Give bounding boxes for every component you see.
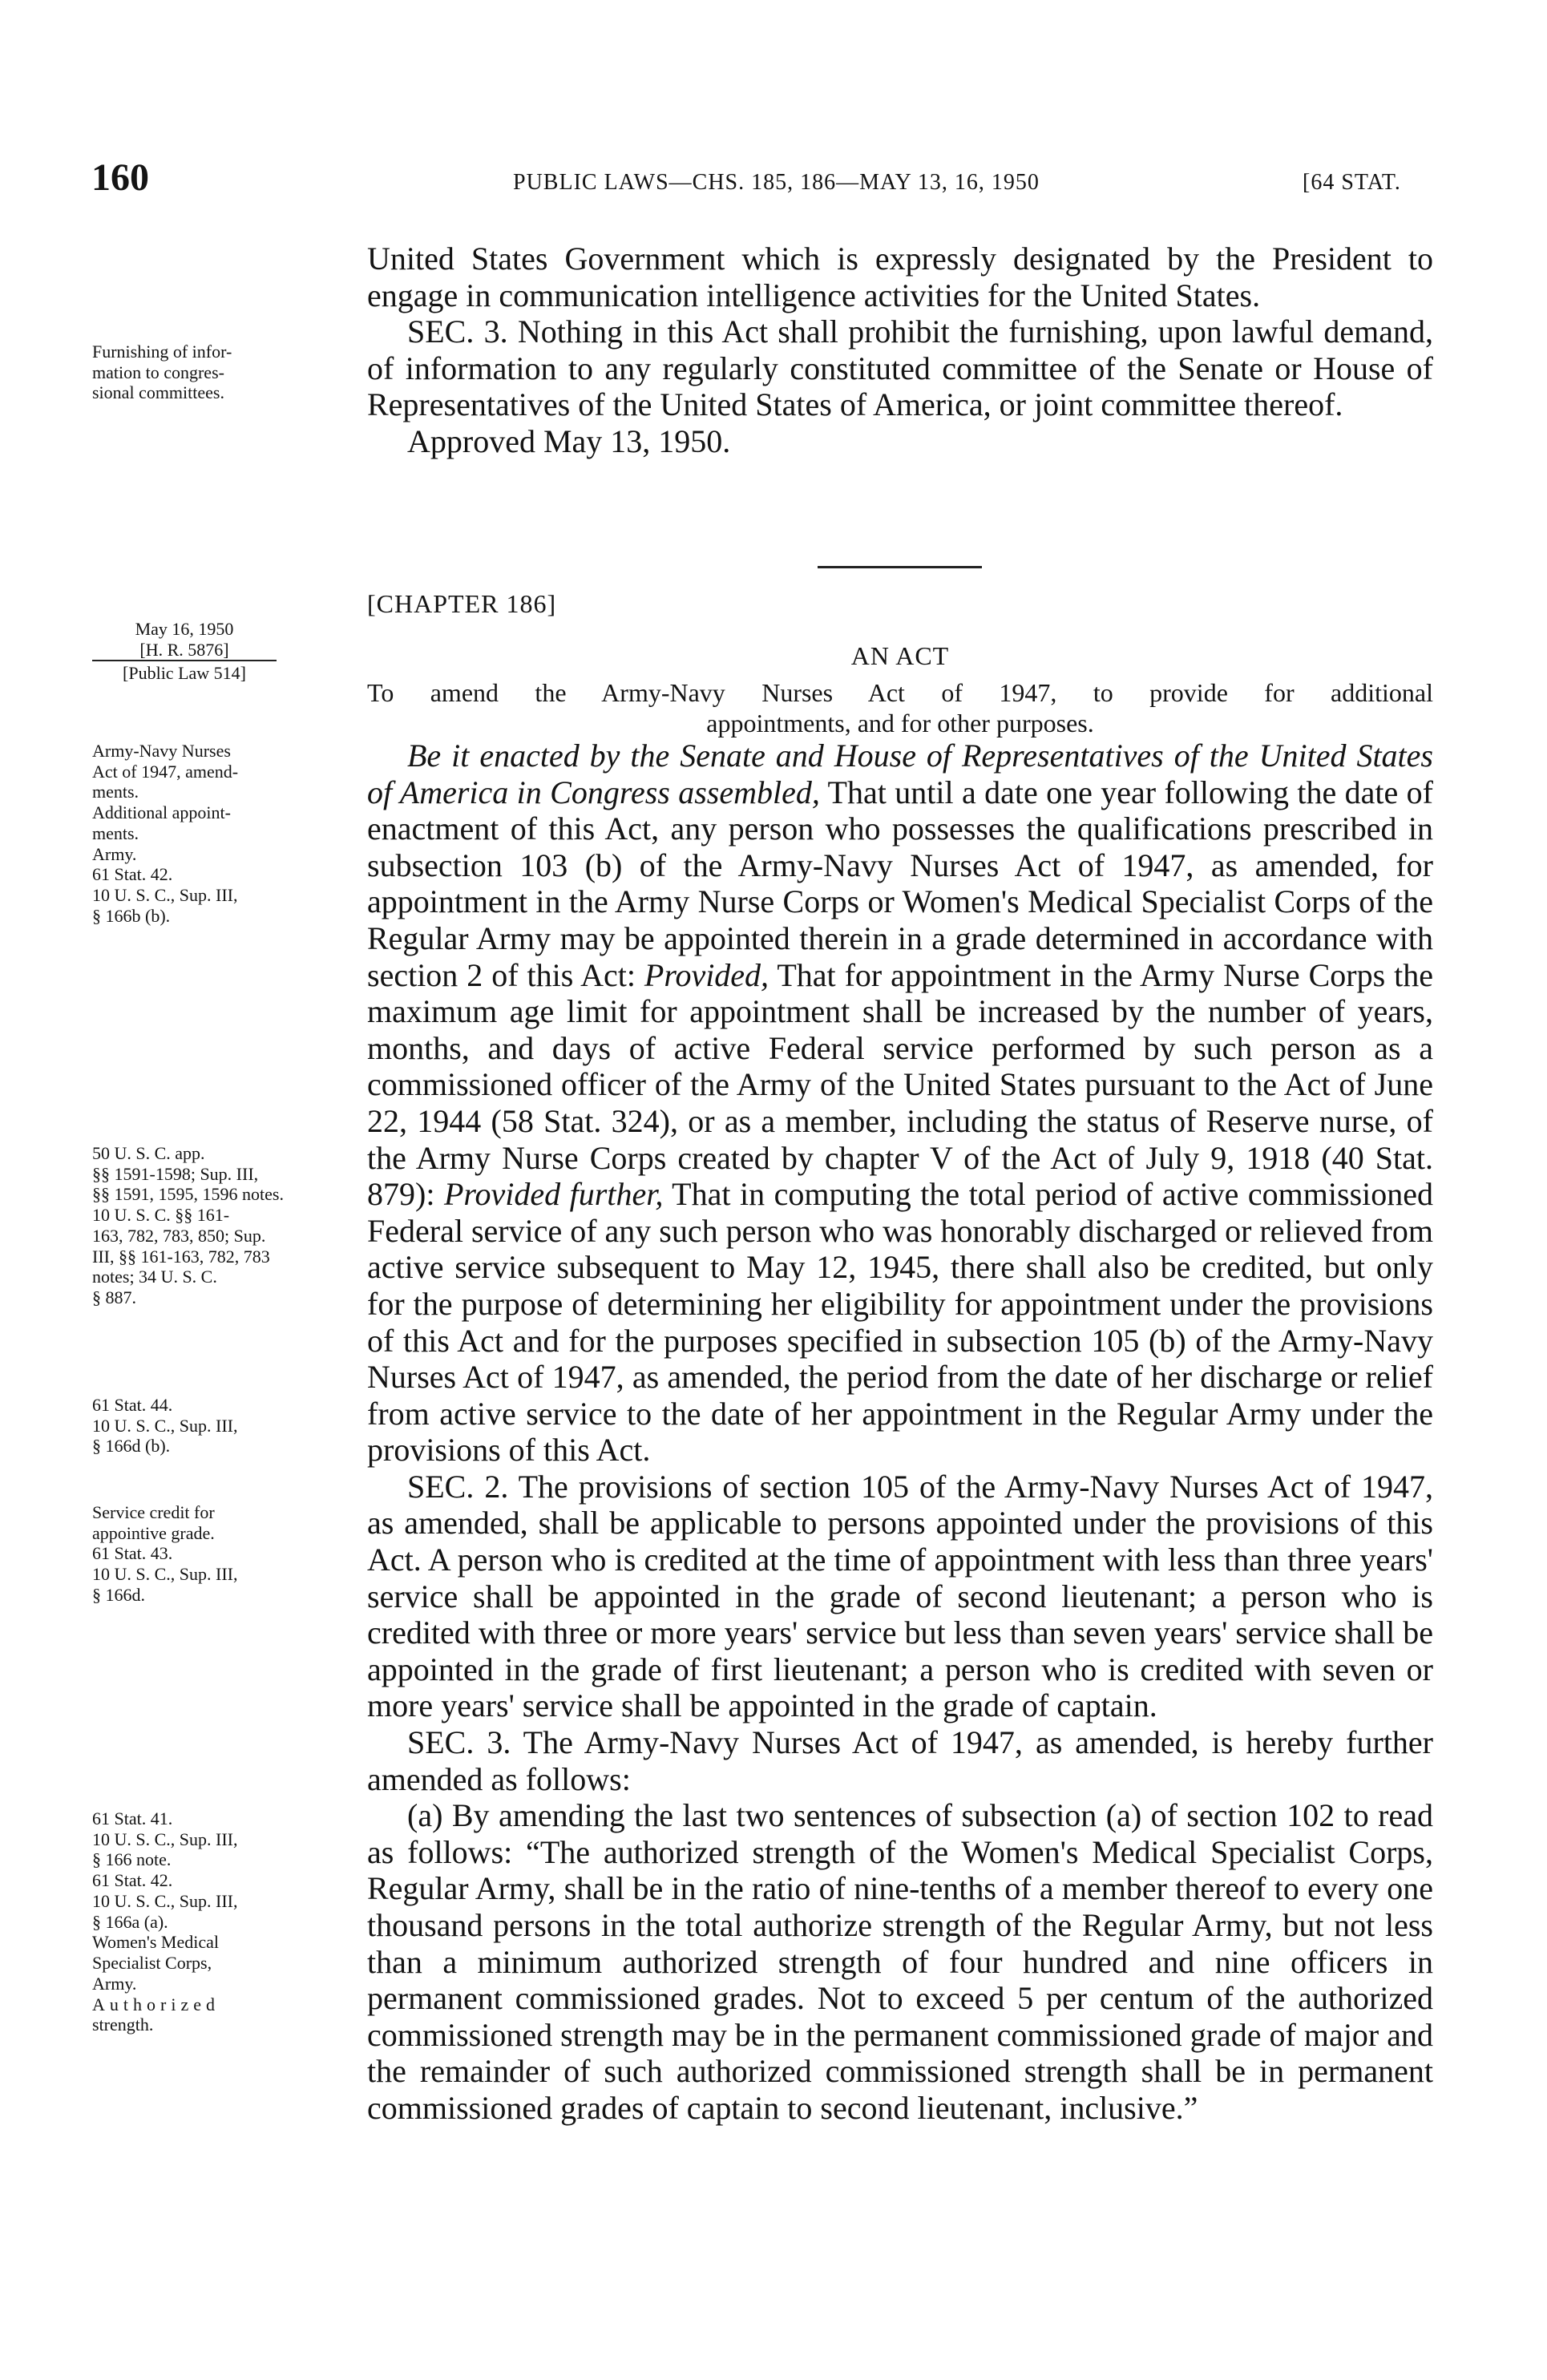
long-title-line-2: appointments, and for other purposes. <box>706 709 1094 738</box>
margin-line: 10 U. S. C., Sup. III, <box>92 1890 238 1911</box>
margin-line: §§ 1591, 1595, 1596 notes. <box>92 1184 284 1205</box>
margin-line: appointive grade. <box>92 1522 215 1543</box>
margin-line: 61 Stat. 43. <box>92 1543 173 1564</box>
margin-line: 10 U. S. C., Sup. III, <box>92 1564 238 1585</box>
margin-line: § 166d. <box>92 1584 145 1605</box>
margin-note-womens-medical <box>92 1808 349 2035</box>
margin-line: § 887. <box>92 1287 136 1308</box>
margin-line: § 166a (a). <box>92 1911 168 1932</box>
act-heading: AN ACT <box>850 641 950 670</box>
margin-line: 10 U. S. C., Sup. III, <box>92 1828 238 1849</box>
margin-line: Authorized <box>92 1994 220 2014</box>
margin-line: § 166d (b). <box>92 1436 171 1457</box>
section-2-text: The provisions of section 105 of the Army-Navy Nurses Act of 1947, as amended, shall be applicable to persons appointed under the provisions of this Act. A person who is credited at the time of appointment with less than three years' service shall be appointed in the grade of second lieutenant; a person who is credited with three or more years' service but less than seven years' service shall be appointed in the grade of first lieutenant; a person who is credited with seven or more years' service shall be appointed in the grade of captain. <box>367 1468 1434 1724</box>
margin-line: Army-Navy Nurses <box>92 741 231 761</box>
margin-line: 10 U. S. C., Sup. III, <box>92 1415 238 1436</box>
margin-line: notes; 34 U. S. C. <box>92 1267 217 1287</box>
provided-further-label: Provided further, <box>443 1176 664 1213</box>
margin-line: 10 U. S. C., Sup. III, <box>92 885 238 906</box>
chapter-separator-rule <box>818 566 982 568</box>
margin-line: Additional appoint- <box>92 802 231 823</box>
sec-label: SEC. 2. <box>407 1468 509 1505</box>
margin-line: § 166b (b). <box>92 905 171 926</box>
bill-number: [H. R. 5876] <box>139 639 229 660</box>
enacting-clause: Be it enacted by the Senate and House of Representatives of the United States of America in Congress assembled, <box>367 737 1433 810</box>
margin-line: 61 Stat. 44. <box>92 1395 173 1415</box>
margin-line: Act of 1947, amend- <box>92 761 239 782</box>
margin-line: Specialist Corps, <box>92 1953 212 1974</box>
continuation-text: United States Government which is expressly designated by the President to engage in communication intelligence activities for the United States. <box>367 240 1433 313</box>
running-head: PUBLIC LAWS—CHS. 185, 186—MAY 13, 16, 1950 <box>513 170 1040 195</box>
act-date: May 16, 1950 <box>135 619 234 639</box>
margin-line: Women's Medical <box>92 1932 219 1953</box>
margin-line: 163, 782, 783, 850; Sup. <box>92 1225 266 1246</box>
margin-note-service-credit <box>92 1502 349 1606</box>
approved-date: Approved May 13, 1950. <box>407 422 731 459</box>
section-3-text: The Army-Navy Nurses Act of 1947, as amended, is hereby further amended as follows: <box>367 1724 1434 1797</box>
margin-line: § 166 note. <box>92 1849 172 1870</box>
enacting-paragraph <box>367 737 1433 1469</box>
margin-note-date-block <box>92 619 277 684</box>
prev-section-3-text: Nothing in this Act shall prohibit the furnishing, upon lawful demand, of information to any regularly constituted committee of the Senate or House of Representatives of the United States of America, or joint committee thereof. <box>367 313 1434 423</box>
public-law-number: [Public Law 514] <box>92 660 277 684</box>
section-1-text-b: That for appointment in the Army Nurse Corps the maximum age limit for appointment shall be increased by the number of years, months, and days of active Federal service performed by such person as a commissioned officer of the Army of the United States pursuant to the Act of June 22, 1944 (58 Stat. 324), or as a member, including the status of Reserve nurse, of the Army Nurse Corps created by chapter V of the Act of July 9, 1918 (40 Stat. 879): <box>367 956 1434 1213</box>
section-1-text-c: That in computing the total period of active commissioned Federal service of any such person who was honorably discharged or relieved from active service subsequent to May 12, 1945, there shall also be credited, but only for the purpose of determining her eligibility for appointment under the provisions of this Act and for the purposes specified in subsection 105 (b) of the Army-Navy Nurses Act of 1947, as amended, the period from the date of her discharge or relief from active service to the date of her appointment in the Regular Army under the provisions of this Act. <box>367 1176 1434 1469</box>
section-2-paragraph <box>367 1469 1433 1724</box>
section-3-para-a: (a) By amending the last two sentences of subsection (a) of section 102 to read as follows: “The authorized strength of the Women's Medical Specialist Corps, Regular Army, shall be in the ratio of nine-tenths of a member thereof to every one thousand persons in the total authorize strength of the Regular Army, but not less than a minimum authorized strength of four hundred and nine officers in permanent commissioned grades. Not to exceed 5 per centum of the authorized commissioned strength may be in the permanent commissioned grade of major and the remainder of such authorized commissioned strength shall be in permanent commissioned grades of captain to second lieutenant, inclusive.” <box>367 1797 1433 2126</box>
margin-line: 10 U. S. C. §§ 161- <box>92 1205 230 1226</box>
margin-line: Furnishing of infor- <box>92 341 232 362</box>
margin-note-furnishing <box>92 341 349 403</box>
margin-line: 61 Stat. 42. <box>92 864 173 885</box>
margin-note-stat-44 <box>92 1395 349 1457</box>
page-number: 160 <box>91 156 149 199</box>
margin-line: Service credit for <box>92 1502 215 1522</box>
prev-section-3 <box>367 313 1433 423</box>
margin-line: §§ 1591-1598; Sup. III, <box>92 1163 259 1184</box>
margin-line: ments. <box>92 822 139 843</box>
section-1-text-a: That until a date one year following the date of enactment of this Act, any person who possesses the qualifications prescribed in subsection 103 (b) of the Army-Navy Nurses Act of 1947, as amended, for appointment in the Army Nurse Corps or Women's Medical Specialist Corps of the Regular Army may be appointed therein in a grade determined in accordance with section 2 of this Act: <box>367 774 1433 993</box>
margin-line: 61 Stat. 41. <box>92 1808 173 1828</box>
margin-line: Army. <box>92 1973 137 1994</box>
volume-reference: [64 STAT. <box>1303 170 1401 195</box>
margin-line: 61 Stat. 42. <box>92 1870 173 1891</box>
margin-line: 50 U. S. C. app. <box>92 1143 205 1163</box>
margin-line: Army. <box>92 843 137 864</box>
chapter-label: [CHAPTER 186] <box>367 589 557 618</box>
provided-label: Provided, <box>644 956 769 993</box>
sec-label: SEC. 3. <box>407 313 508 350</box>
section-3-paragraph <box>367 1724 1433 1797</box>
long-title-line-1: To amend the Army-Navy Nurses Act of 1947, to provide for additional <box>367 678 1433 707</box>
margin-line: mation to congres- <box>92 362 224 382</box>
act-title-block <box>367 641 1433 739</box>
margin-line: III, §§ 161-163, 782, 783 <box>92 1246 270 1267</box>
section-1-body <box>367 737 1433 2127</box>
margin-line: ments. <box>92 782 139 802</box>
long-title <box>367 677 1433 739</box>
margin-line: sional committees. <box>92 382 224 403</box>
margin-note-usc-app <box>92 1143 349 1308</box>
sec-label: SEC. 3. <box>407 1724 511 1761</box>
continuation-paragraph <box>367 240 1433 460</box>
margin-note-army-navy <box>92 741 349 927</box>
margin-line: strength. <box>92 2014 154 2035</box>
